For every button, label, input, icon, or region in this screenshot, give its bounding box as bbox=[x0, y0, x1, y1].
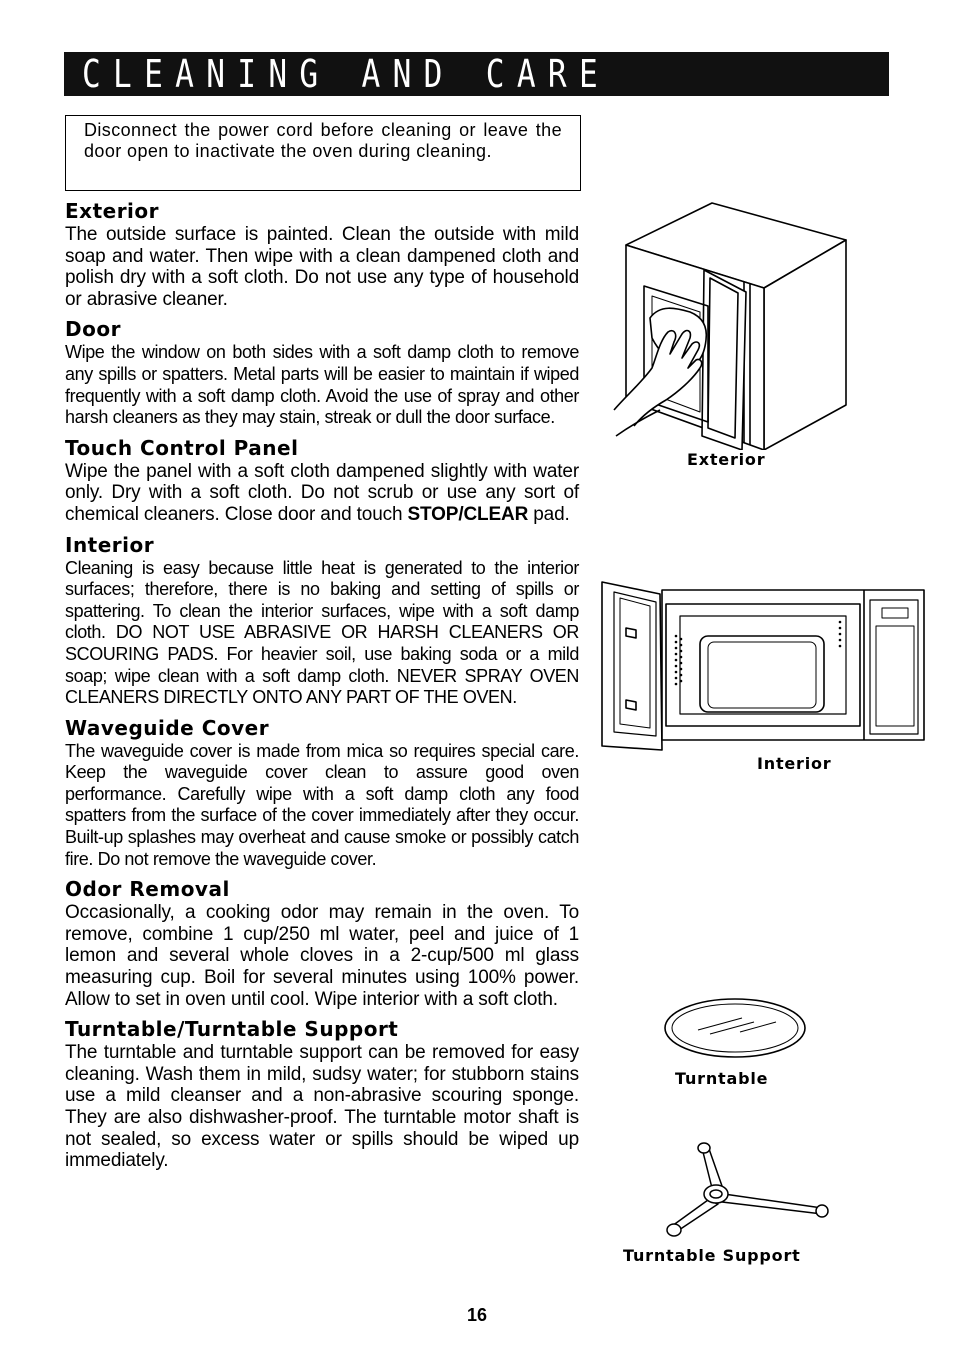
interior-caption: Interior bbox=[757, 754, 832, 773]
section-heading-odor-removal: Odor Removal bbox=[65, 877, 230, 902]
page-title: CLEANING AND CARE bbox=[82, 52, 611, 96]
interior-illustration bbox=[600, 576, 926, 752]
section-heading-interior: Interior bbox=[65, 532, 155, 557]
section-heading-waveguide-cover: Waveguide Cover bbox=[65, 715, 270, 740]
section-body-exterior: The outside surface is painted. Clean the outside with mild soap and water. Then wipe with a clean dampened cloth and polish dry with a soft cloth. Do not use any type of household or abrasive cleaner. bbox=[65, 224, 579, 310]
turntable-support-caption: Turntable Support bbox=[623, 1246, 801, 1265]
section-body-turntable: The turntable and turntable support can be removed for easy cleaning. Wash them in mild, sudsy water; for stubborn stains use a mild cleanser and a non-abrasive scouring sponge. They are also dishwasher-proof. The turntable motor shaft is not sealed, so excess water or spills should be wiped up immediately. bbox=[65, 1042, 579, 1172]
section-heading-door: Door bbox=[65, 317, 121, 342]
section-heading-turntable: Turntable/Turntable Support bbox=[65, 1017, 399, 1042]
turntable-illustration bbox=[662, 996, 808, 1060]
section-body-touch-control-panel bbox=[65, 461, 579, 526]
turntable-caption: Turntable bbox=[675, 1069, 769, 1088]
exterior-illustration bbox=[612, 200, 852, 450]
body-text: Wipe the panel with a soft cloth dampened slightly with water only. Dry with a soft cloth. Do not scrub or use any sort of chemical cleaners. Close door and touch bbox=[65, 460, 579, 525]
section-body-door: Wipe the window on both sides with a soft damp cloth to remove any spills or spatters. Metal parts will be easier to maintain if wiped frequently with a soft damp cloth. Avoid the use of spray and other harsh cleaners as they may stain, streak or dull the door surface. bbox=[65, 342, 579, 428]
content-column bbox=[65, 198, 579, 1178]
section-body-waveguide-cover: The waveguide cover is made from mica so requires special care. Keep the waveguide cover clean to assure good oven performance. Carefully wipe with a soft damp cloth any food spatters from the surface of the cover immediately after they occur. Built-up splashes may overheat and cause smoke or possibly catch fire. Do not remove the waveguide cover. bbox=[65, 740, 579, 869]
section-heading-exterior: Exterior bbox=[65, 199, 160, 223]
safety-notice: Disconnect the power cord before cleaning or leave the door open to inactivate the oven during cleaning. bbox=[65, 115, 581, 191]
body-text: pad. bbox=[528, 503, 570, 525]
section-body-odor-removal: Occasionally, a cooking odor may remain in the oven. To remove, combine 1 cup/250 ml water, peel and juice of 1 lemon and several whole cloves in a 2-cup/500 ml glass measuring cup. Boil for several minutes using 100% power. Allow to set in oven until cool. Wipe interior with a soft cloth. bbox=[65, 902, 579, 1010]
page-title-bar bbox=[64, 52, 889, 96]
turntable-support-illustration bbox=[662, 1142, 830, 1240]
page-number: 16 bbox=[466, 1305, 488, 1325]
exterior-caption: Exterior bbox=[687, 450, 766, 469]
section-heading-touch-control-panel: Touch Control Panel bbox=[65, 435, 299, 460]
section-body-interior: Cleaning is easy because little heat is generated to the interior surfaces; therefore, there is no baking and setting of spills or spattering. To clean the interior surfaces, wipe with a soft damp cloth. DO NOT USE ABRASIVE OR HARSH CLEANERS OR SCOURING PADS. For heavier soil, use baking soda or a mild soap; wipe clean with a soft damp cloth. NEVER SPRAY OVEN CLEANERS DIRECTLY ONTO ANY PART OF THE OVEN. bbox=[65, 557, 579, 708]
stop-clear-label: STOP/CLEAR bbox=[407, 503, 529, 525]
